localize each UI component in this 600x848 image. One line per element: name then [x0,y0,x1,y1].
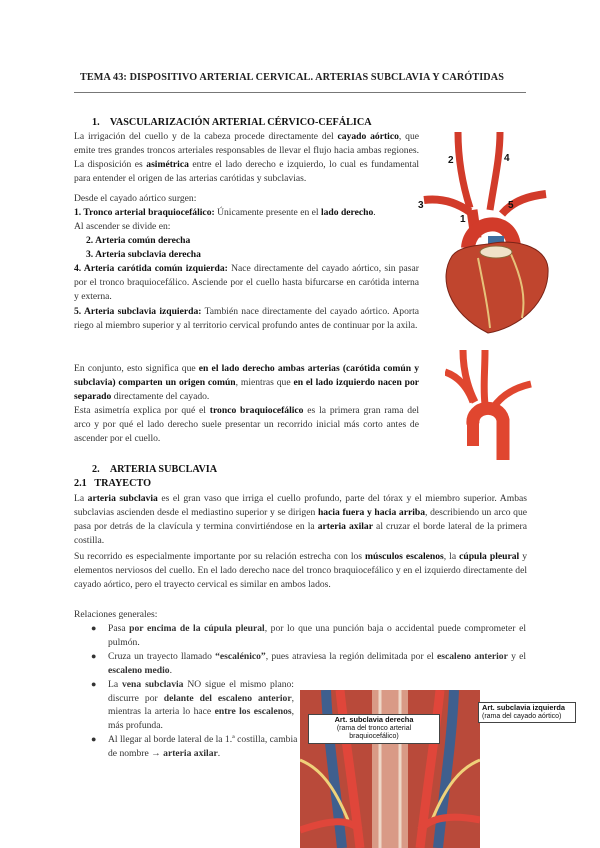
list-item-title: 1. Tronco arterial braquiocefálico: [74,207,215,218]
text-run: entre el lado derecho e izquierdo, lo cual es fundamental para entender el origen de las arterias carótidas y subclavias. [74,158,419,184]
section-1-number: 1. [92,117,100,128]
label-4: 4 [504,153,510,164]
text-run: , pues atraviesa la región delimitada por el [265,650,437,662]
aortic-arch-branches-illustration [445,350,535,462]
right-subclavian-artery [424,200,470,213]
section-2-heading [92,464,217,475]
emphasis: → arteria axilar [151,748,218,760]
emphasis: hacia fuera y hacia arriba [317,506,426,518]
trajectory-paragraph-1 [74,492,527,548]
emphasis: por encima de la cúpula pleural [129,623,265,634]
emphasis: asimétrica [146,158,189,170]
list-subitem-label: 3. Arteria subclavia derecha [86,249,201,260]
bullet-icon: ● [91,678,97,689]
emphasis: “escalénico” [215,650,266,662]
subsection-title: TRAYECTO [94,478,151,489]
subsection-2-1-heading [74,478,151,489]
section-1-title: VASCULARIZACIÓN ARTERIAL CÉRVICO-CEFÁLICA [109,117,372,128]
text-run: En conjunto, esto significa que [74,363,199,374]
list-subitem-2 [86,234,416,248]
list-item-4 [74,262,419,304]
trajectory-paragraph-2 [74,550,527,592]
emphasis: arteria subclavia [87,493,158,504]
text-run: . [373,207,376,218]
relation-bullet-item [86,650,526,678]
text-run: También nace directamente del cayado aórtico. Aporta riego al miembro superior y al territorio cervical profundo antes de continuar por la axila. [74,306,419,331]
relation-bullet-item [86,733,298,761]
text-run: , que emite tres grandes troncos arteriales responsables de llevar el flujo hacia ambas regiones. La disposición es [74,131,419,170]
emphasis: arteria axilar [317,520,373,532]
text-run: Cruza un trayecto llamado [108,650,216,662]
callout-subtitle: (rama del cayado aórtico) [482,712,562,720]
text-run: , la [443,551,460,562]
text-run: . [169,664,172,676]
text-run: La irrigación del cuello y de la cabeza procede directamente del [74,131,338,142]
emphasis: lado derecho [320,207,374,218]
document-title: TEMA 43: DISPOSITIVO ARTERIAL CERVICAL. ARTERIAS SUBCLAVIA Y CARÓTIDAS [80,72,504,83]
emphasis: vena subclavia [122,678,184,690]
relation-bullet-item [86,622,526,650]
section-1-summary [74,362,419,404]
origin-list-intro: Desde el cayado aórtico surgen: [74,193,197,204]
callout-title: Art. subclavia derecha [334,715,414,724]
text-run: NO sigue el mismo plano: discurre por [108,678,294,704]
list-subitem-label: 2. Arteria común derecha [86,235,191,246]
list-item-title: 4. Arteria carótida común izquierda: [74,263,228,274]
label-5: 5 [508,200,514,211]
relation-bullet-item [86,678,294,734]
aortic-arch-heart-illustration [418,128,558,338]
text-run: , mientras que [235,376,294,388]
text-run: . [217,748,221,760]
emphasis: músculos escalenos [365,551,444,562]
text-run: Al llegar al borde lateral de la 1.ª costilla, cambia de nombre [108,734,298,760]
text-run: directamente del cayado. [111,390,210,402]
text-run: , por lo que una punción baja o accidental puede comprometer el pulmón. [108,623,526,648]
text-run: , mientras la arteria lo hace [108,692,295,718]
subsection-number: 2.1 [74,478,87,489]
section-1-intro [74,130,419,186]
section-1-heading [92,117,372,128]
emphasis: cayado aórtico [337,131,399,142]
left-common-carotid-artery [490,132,500,210]
section-1-conclusion [74,404,419,446]
callout-title: Art. subclavia izquierda [482,703,565,712]
text-run: Su recorrido es especialmente importante por su relación estrecha con los [74,551,366,562]
bullet-icon: ● [91,650,97,661]
title-divider [74,92,526,93]
text-run: , describiendo un arco que pasa por detrás de la clavícula y termina convirtiéndose en la [74,506,527,532]
text-run: La [74,493,88,504]
list-item-5 [74,305,419,333]
emphasis: en el lado izquierdo nacen por separado [74,376,420,402]
bullet-icon: ● [91,734,97,745]
text-run: y elementos nerviosos del cuello. En el lado derecho nace del tronco braquiocefálico y en el izquierdo directamente del cayado aórtico, pero el trayecto cervical es similar en ambos lados. [74,551,527,590]
bullet-icon: ● [91,623,97,633]
emphasis: en el lado derecho ambas arterias (carótida común y subclavia) comparten un origen común [74,363,419,388]
text-run: Únicamente presente en el [214,207,321,218]
text-run: Pasa [108,623,130,634]
emphasis: delante del escaleno anterior [163,692,292,704]
right-common-carotid-artery [458,132,470,208]
cardiac-valve [480,246,512,258]
list-subitem-3 [86,248,416,262]
left-common-carotid-artery [484,350,485,404]
emphasis: cúpula pleural [459,551,520,562]
label-3: 3 [418,200,424,211]
emphasis: tronco braquiocefálico [209,405,304,416]
text-run: y el [507,650,526,662]
emphasis: entre los escalenos [214,706,292,718]
section-2-title: ARTERIA SUBCLAVIA [109,464,218,475]
list-item-title: 5. Arteria subclavia izquierda: [74,306,202,317]
list-item-1 [74,206,419,220]
relations-label: Relaciones generales: [74,609,158,620]
text-run: es la primera gran rama del arco y por qué el lado derecho suele presentar un recorrido inicial más corto antes de ascender por el cuello. [74,405,419,444]
emphasis: escaleno medio [108,664,170,676]
callout-subtitle: (rama del tronco arterial braquiocefálico) [336,724,412,741]
callout-left-subclavian [478,702,576,723]
label-1: 1 [460,214,466,225]
callout-right-subclavian [308,714,440,744]
text-run: Nace directamente del cayado aórtico, sin pasar por el tronco braquiocefálico. Asciende por el cuello hasta bifurcarse en carótida interna y externa. [74,263,419,302]
text-run: es el gran vaso que irriga el cuello profundo, parte del tórax y el miembro superior. Ambas subclavias ascienden desde el mediastino superior y se dirigen [74,493,527,518]
text-run: , más profunda. [108,706,295,732]
text-run: La [108,678,122,690]
text-run: Esta asimetría explica por qué el [74,405,210,416]
label-2: 2 [448,155,454,166]
section-2-number: 2. [92,464,100,475]
text-run: al cruzar el borde lateral de la primera costilla. [74,520,527,546]
list-item-1-continuation: Al ascender se divide en: [74,221,171,232]
emphasis: escaleno anterior [437,650,508,662]
